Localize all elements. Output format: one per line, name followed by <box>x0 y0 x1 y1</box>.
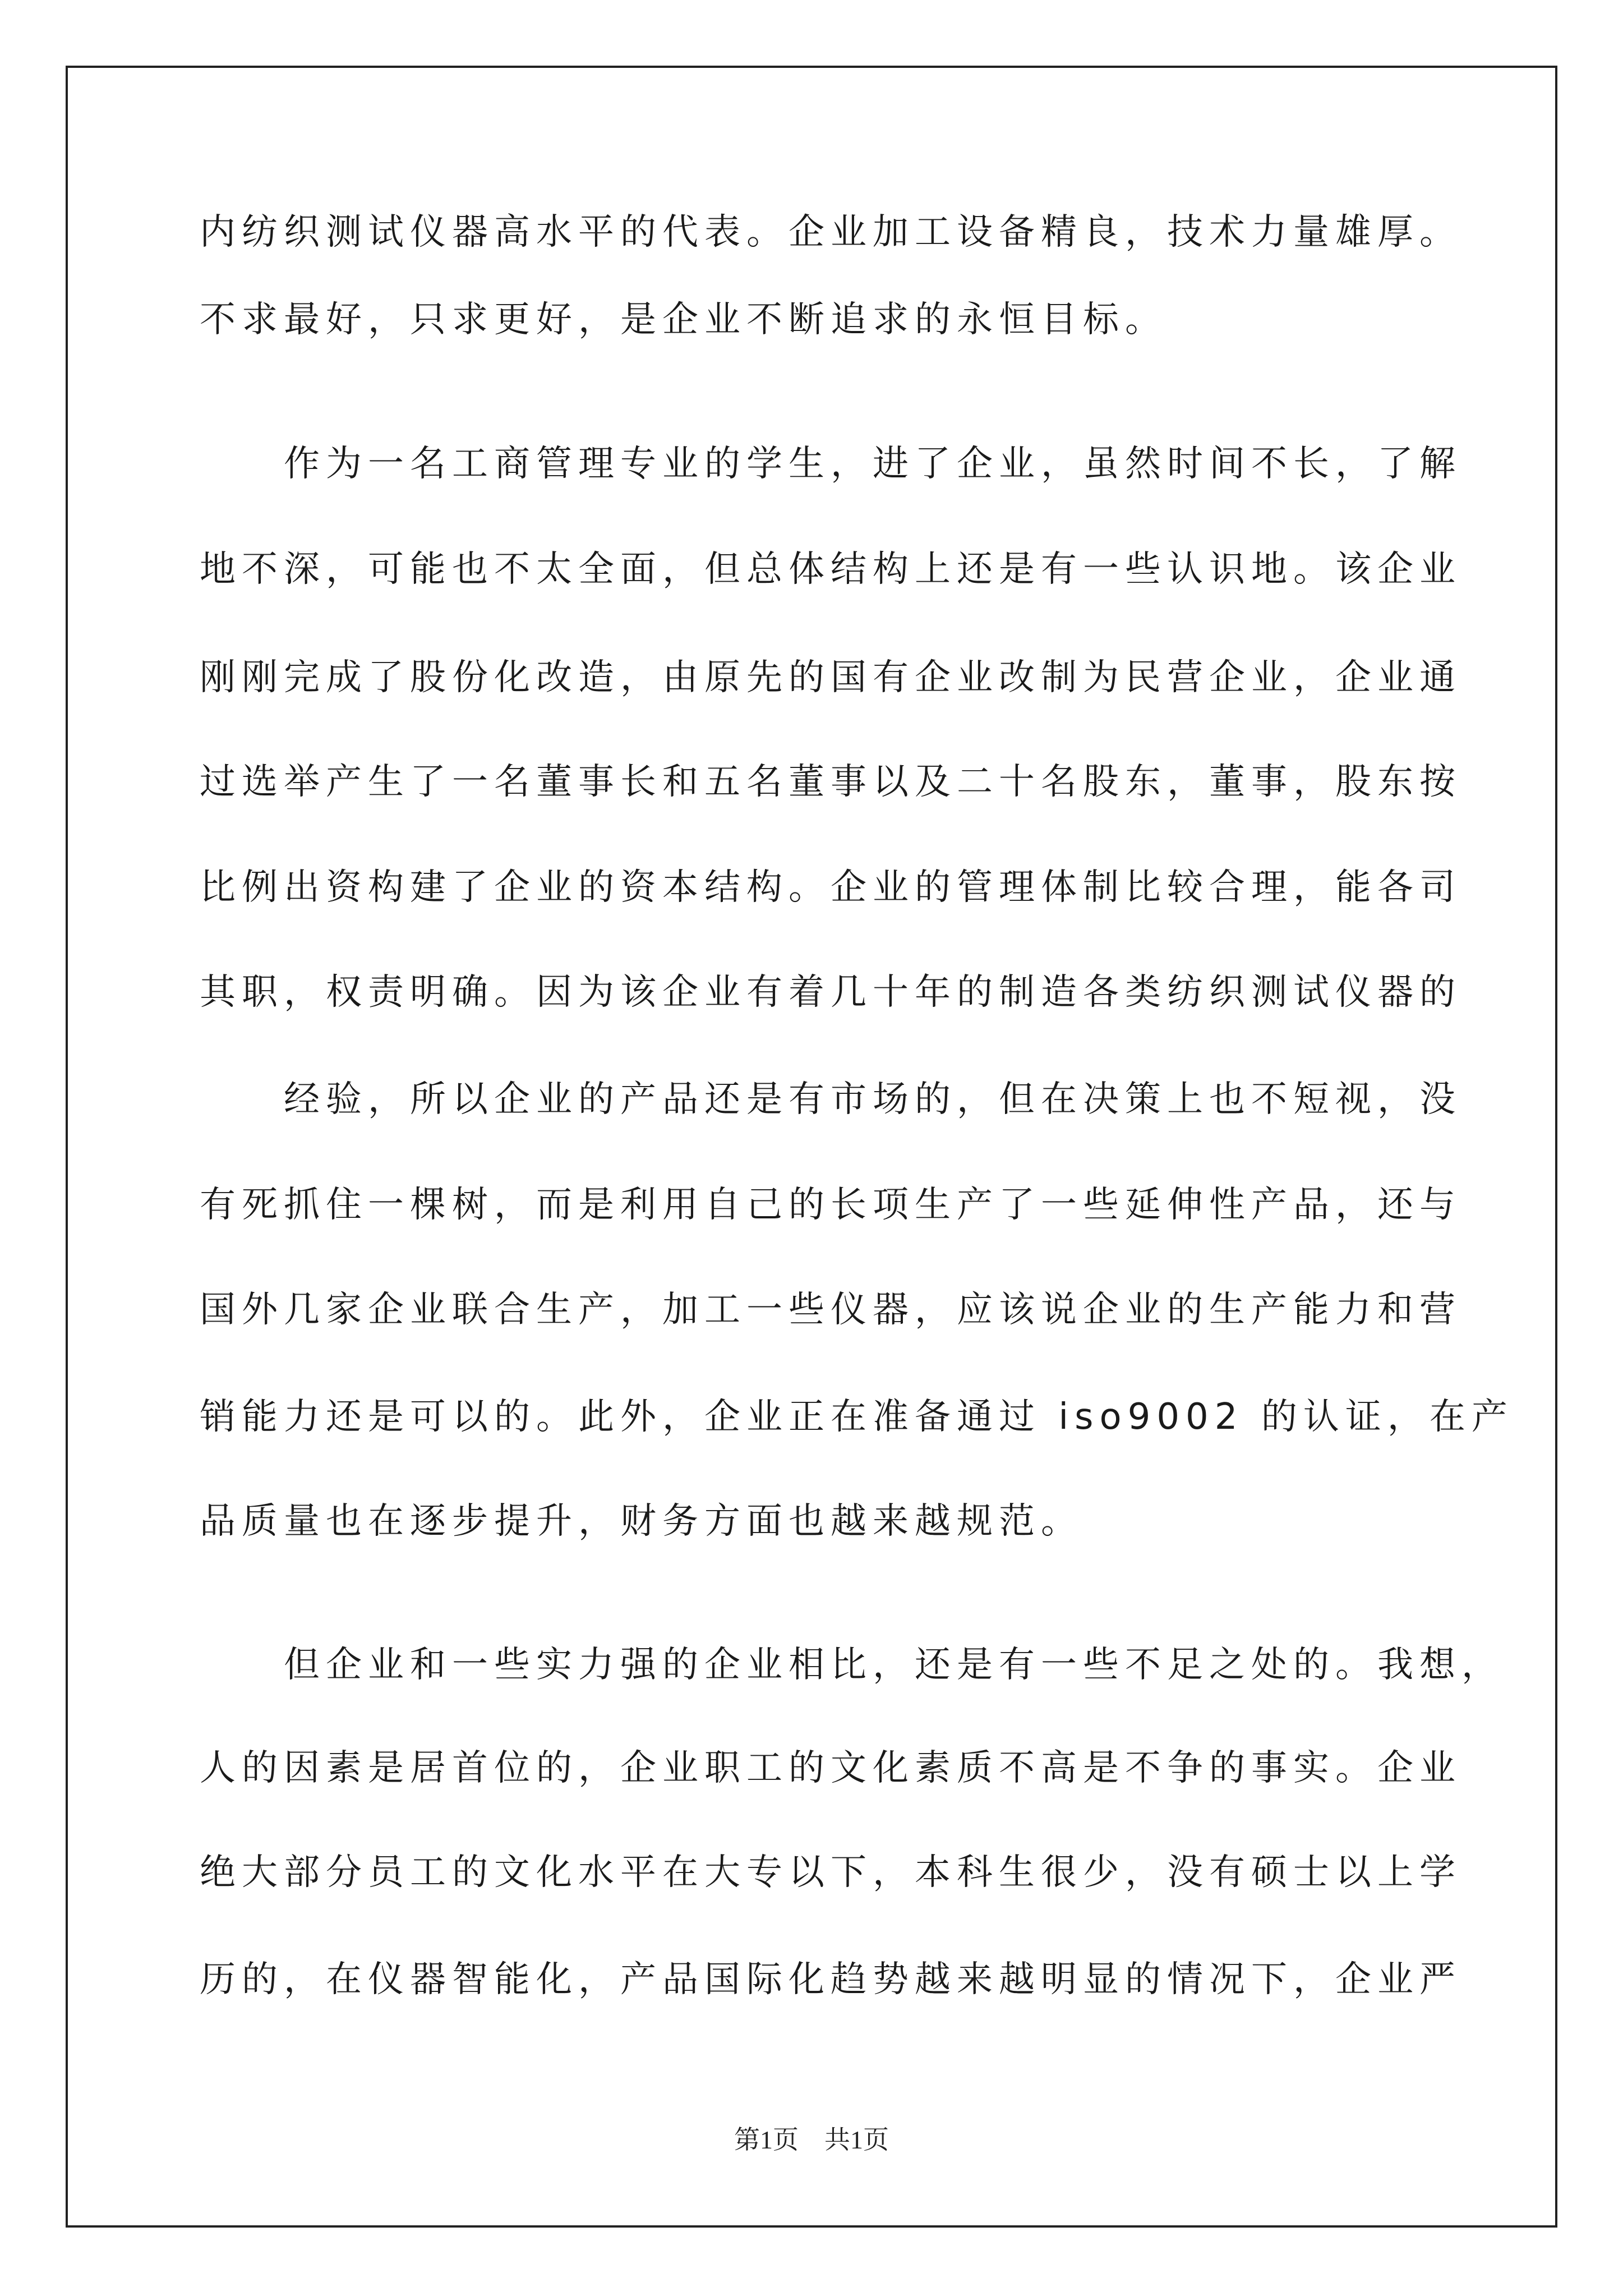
body-text-line: 品质量也在逐步提升，财务方面也越来越规范。 <box>200 1501 1083 1542</box>
body-text-line: 国外几家企业联合生产，加工一些仪器，应该说企业的生产能力和营 <box>200 1289 1461 1331</box>
body-text-line: 但企业和一些实力强的企业相比，还是有一些不足之处的。我想， <box>200 1644 1504 1686</box>
page-border <box>66 66 1557 2228</box>
body-text-line: 刚刚完成了股份化改造，由原先的国有企业改制为民营企业，企业通 <box>200 657 1461 698</box>
body-text-line: 绝大部分员工的文化水平在大专以下，本科生很少，没有硕士以上学 <box>200 1852 1461 1893</box>
footer-separator <box>799 2125 824 2154</box>
total-pages-label: 共1页 <box>824 2125 889 2154</box>
page-footer <box>0 2127 1623 2153</box>
body-text-line: 比例出资构建了企业的资本结构。企业的管理体制比较合理，能各司 <box>200 867 1461 908</box>
body-text-line: 经验，所以企业的产品还是有市场的，但在决策上也不短视，没 <box>200 1079 1461 1120</box>
page-number-label: 第1页 <box>734 2125 799 2154</box>
body-text-line: 销能力还是可以的。此外，企业正在准备通过 iso9002 的认证，在产 <box>200 1396 1514 1438</box>
body-text-line: 其职，权责明确。因为该企业有着几十年的制造各类纺织测试仪器的 <box>200 972 1461 1013</box>
body-text-line: 历的，在仪器智能化，产品国际化趋势越来越明显的情况下，企业严 <box>200 1959 1461 2000</box>
body-text-line: 有死抓住一棵树，而是利用自己的长项生产了一些延伸性产品，还与 <box>200 1184 1461 1226</box>
body-text-line: 不求最好，只求更好，是企业不断追求的永恒目标。 <box>200 299 1167 341</box>
body-text-line: 内纺织测试仪器高水平的代表。企业加工设备精良，技术力量雄厚。 <box>200 211 1461 253</box>
body-text-line: 地不深，可能也不太全面，但总体结构上还是有一些认识地。该企业 <box>200 549 1461 590</box>
body-text-line: 作为一名工商管理专业的学生，进了企业，虽然时间不长，了解 <box>200 443 1461 485</box>
body-text-line: 人的因素是居首位的，企业职工的文化素质不高是不争的事实。企业 <box>200 1747 1461 1789</box>
body-text-line: 过选举产生了一名董事长和五名董事以及二十名股东，董事，股东按 <box>200 761 1461 803</box>
